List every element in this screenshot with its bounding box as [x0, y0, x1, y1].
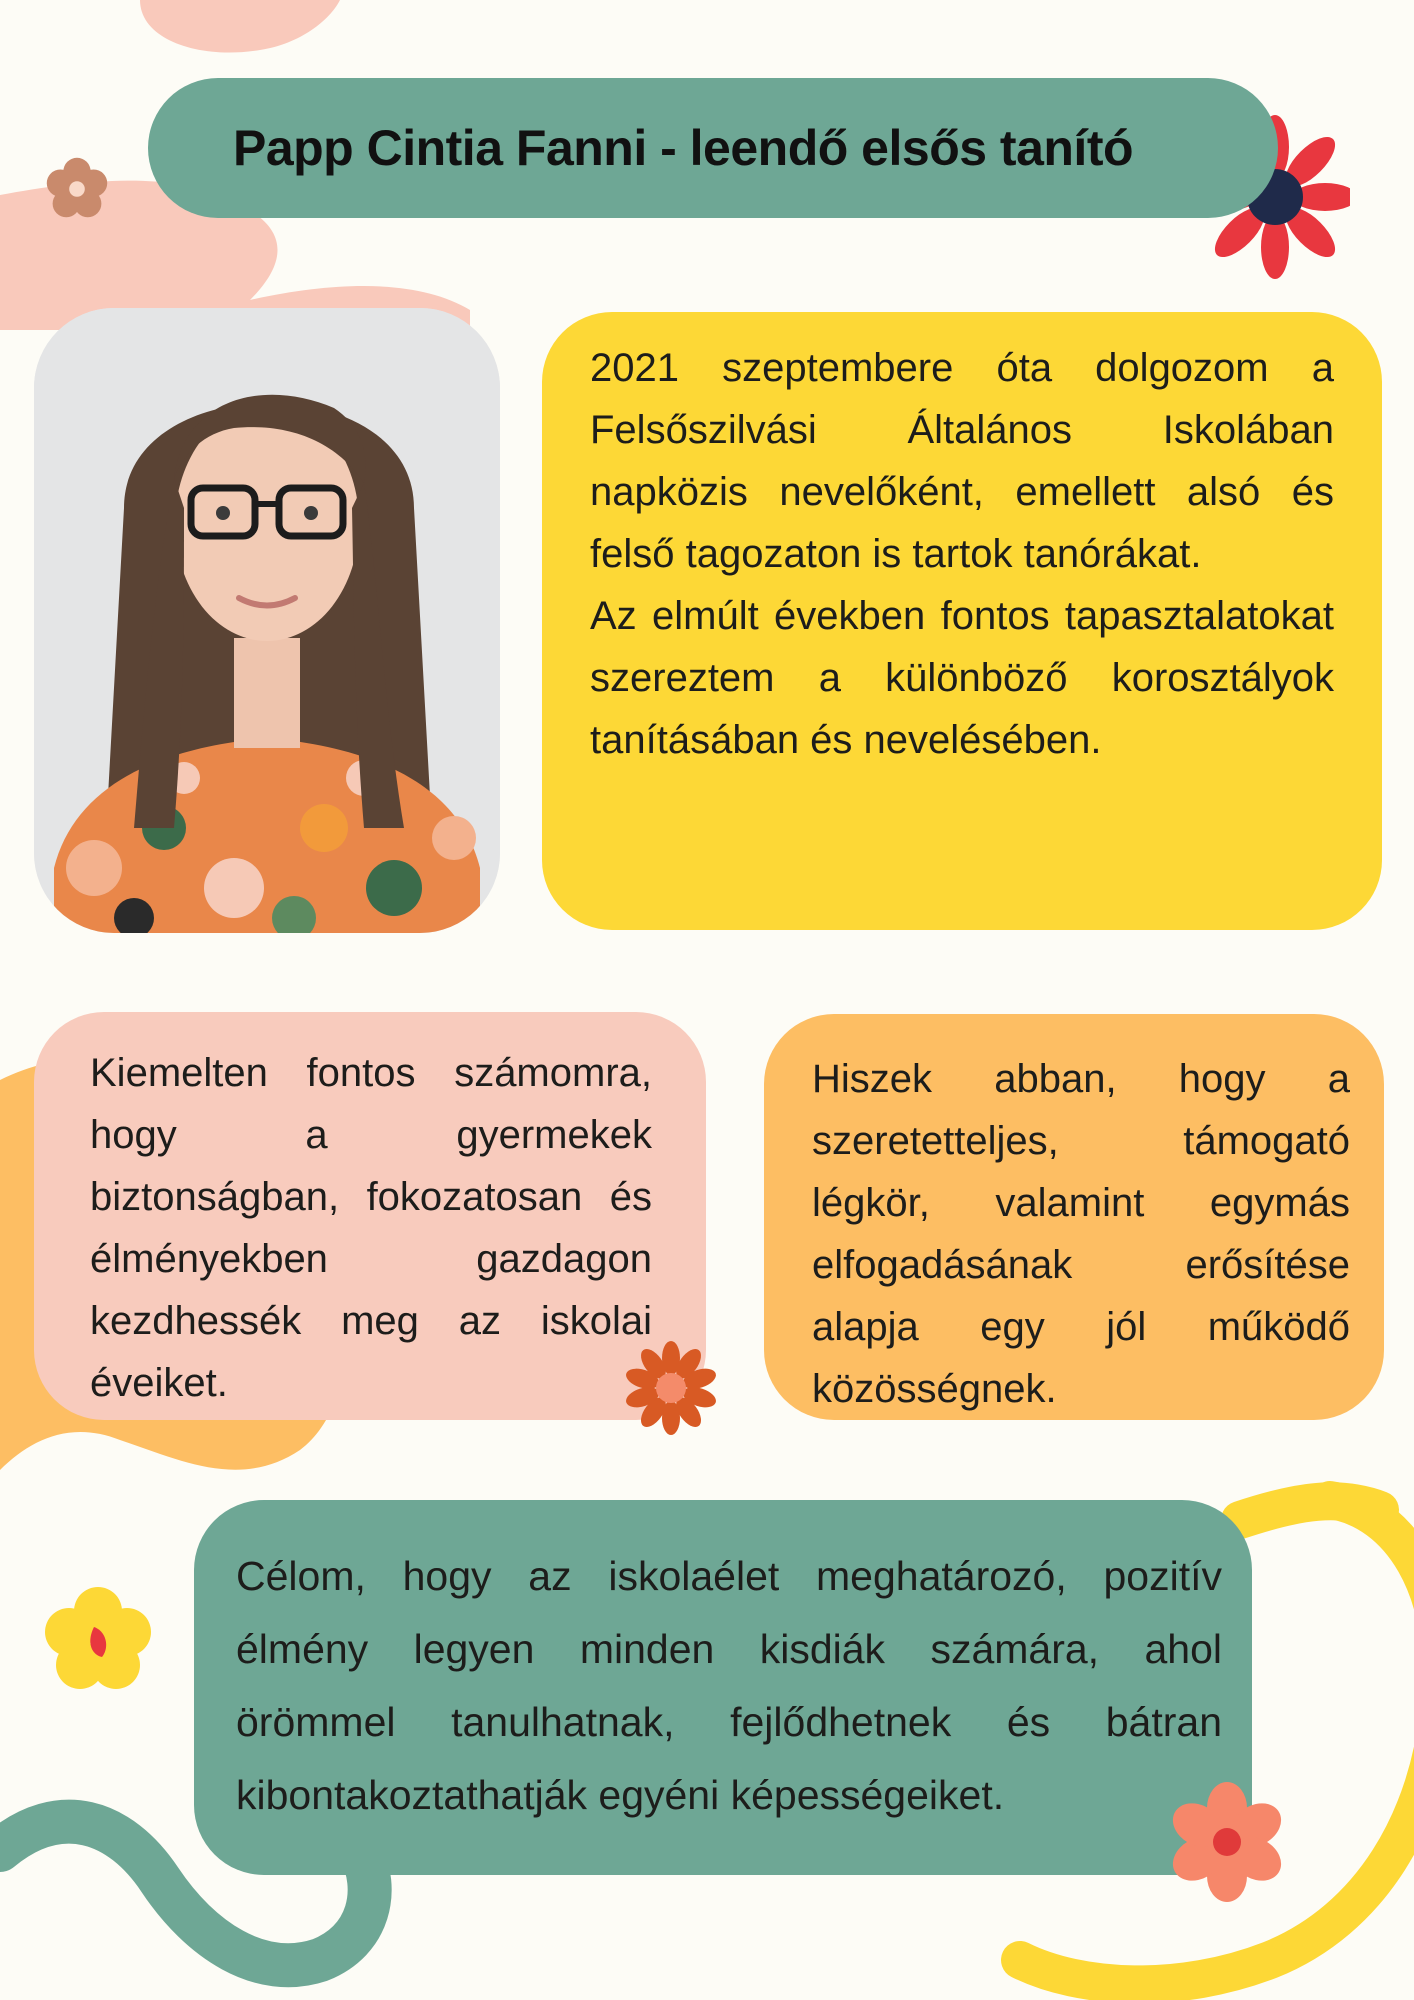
flower-icon	[1165, 1780, 1289, 1904]
goal-box	[194, 1500, 1252, 1875]
portrait-photo	[34, 308, 500, 933]
priority-box	[34, 1012, 706, 1420]
portrait-illustration	[34, 308, 500, 933]
title-banner	[148, 78, 1278, 218]
goal-text: Célom, hogy az iskolaélet meghatározó, pozitív élmény legyen minden kisdiák számára, ahol örömmel tanulhatnak, fejlődhetnek és bátran kibontakoztathatják egyéni képességeiket.	[236, 1553, 1222, 1818]
belief-text: Hiszek abban, hogy a szeretetteljes, támogató légkör, valamint egymás elfogadásának erősítése alapja egy jól működő közösségnek.	[812, 1057, 1350, 1411]
intro-box	[542, 312, 1382, 930]
flower-icon	[38, 150, 116, 228]
flower-icon	[40, 1585, 156, 1697]
flower-icon	[623, 1340, 719, 1436]
intro-text: 2021 szeptembere óta dolgozom a Felsőszilvási Általános Iskolában napközis nevelőként, emellett alsó és felső tagozaton is tartok tanórákat.	[590, 346, 1334, 576]
priority-text: Kiemelten fontos számomra, hogy a gyermekek biztonságban, fokozatosan és élményekben gazdagon kezdhessék meg az iskolai éveiket.	[90, 1051, 652, 1405]
page-title: Papp Cintia Fanni - leendő elsős tanító	[232, 120, 1134, 176]
belief-box	[764, 1014, 1384, 1420]
experience-text: Az elmúlt években fontos tapasztalatokat szereztem a különböző korosztályok tanításában és nevelésében.	[590, 594, 1334, 762]
pink-blob-top	[140, 0, 340, 53]
